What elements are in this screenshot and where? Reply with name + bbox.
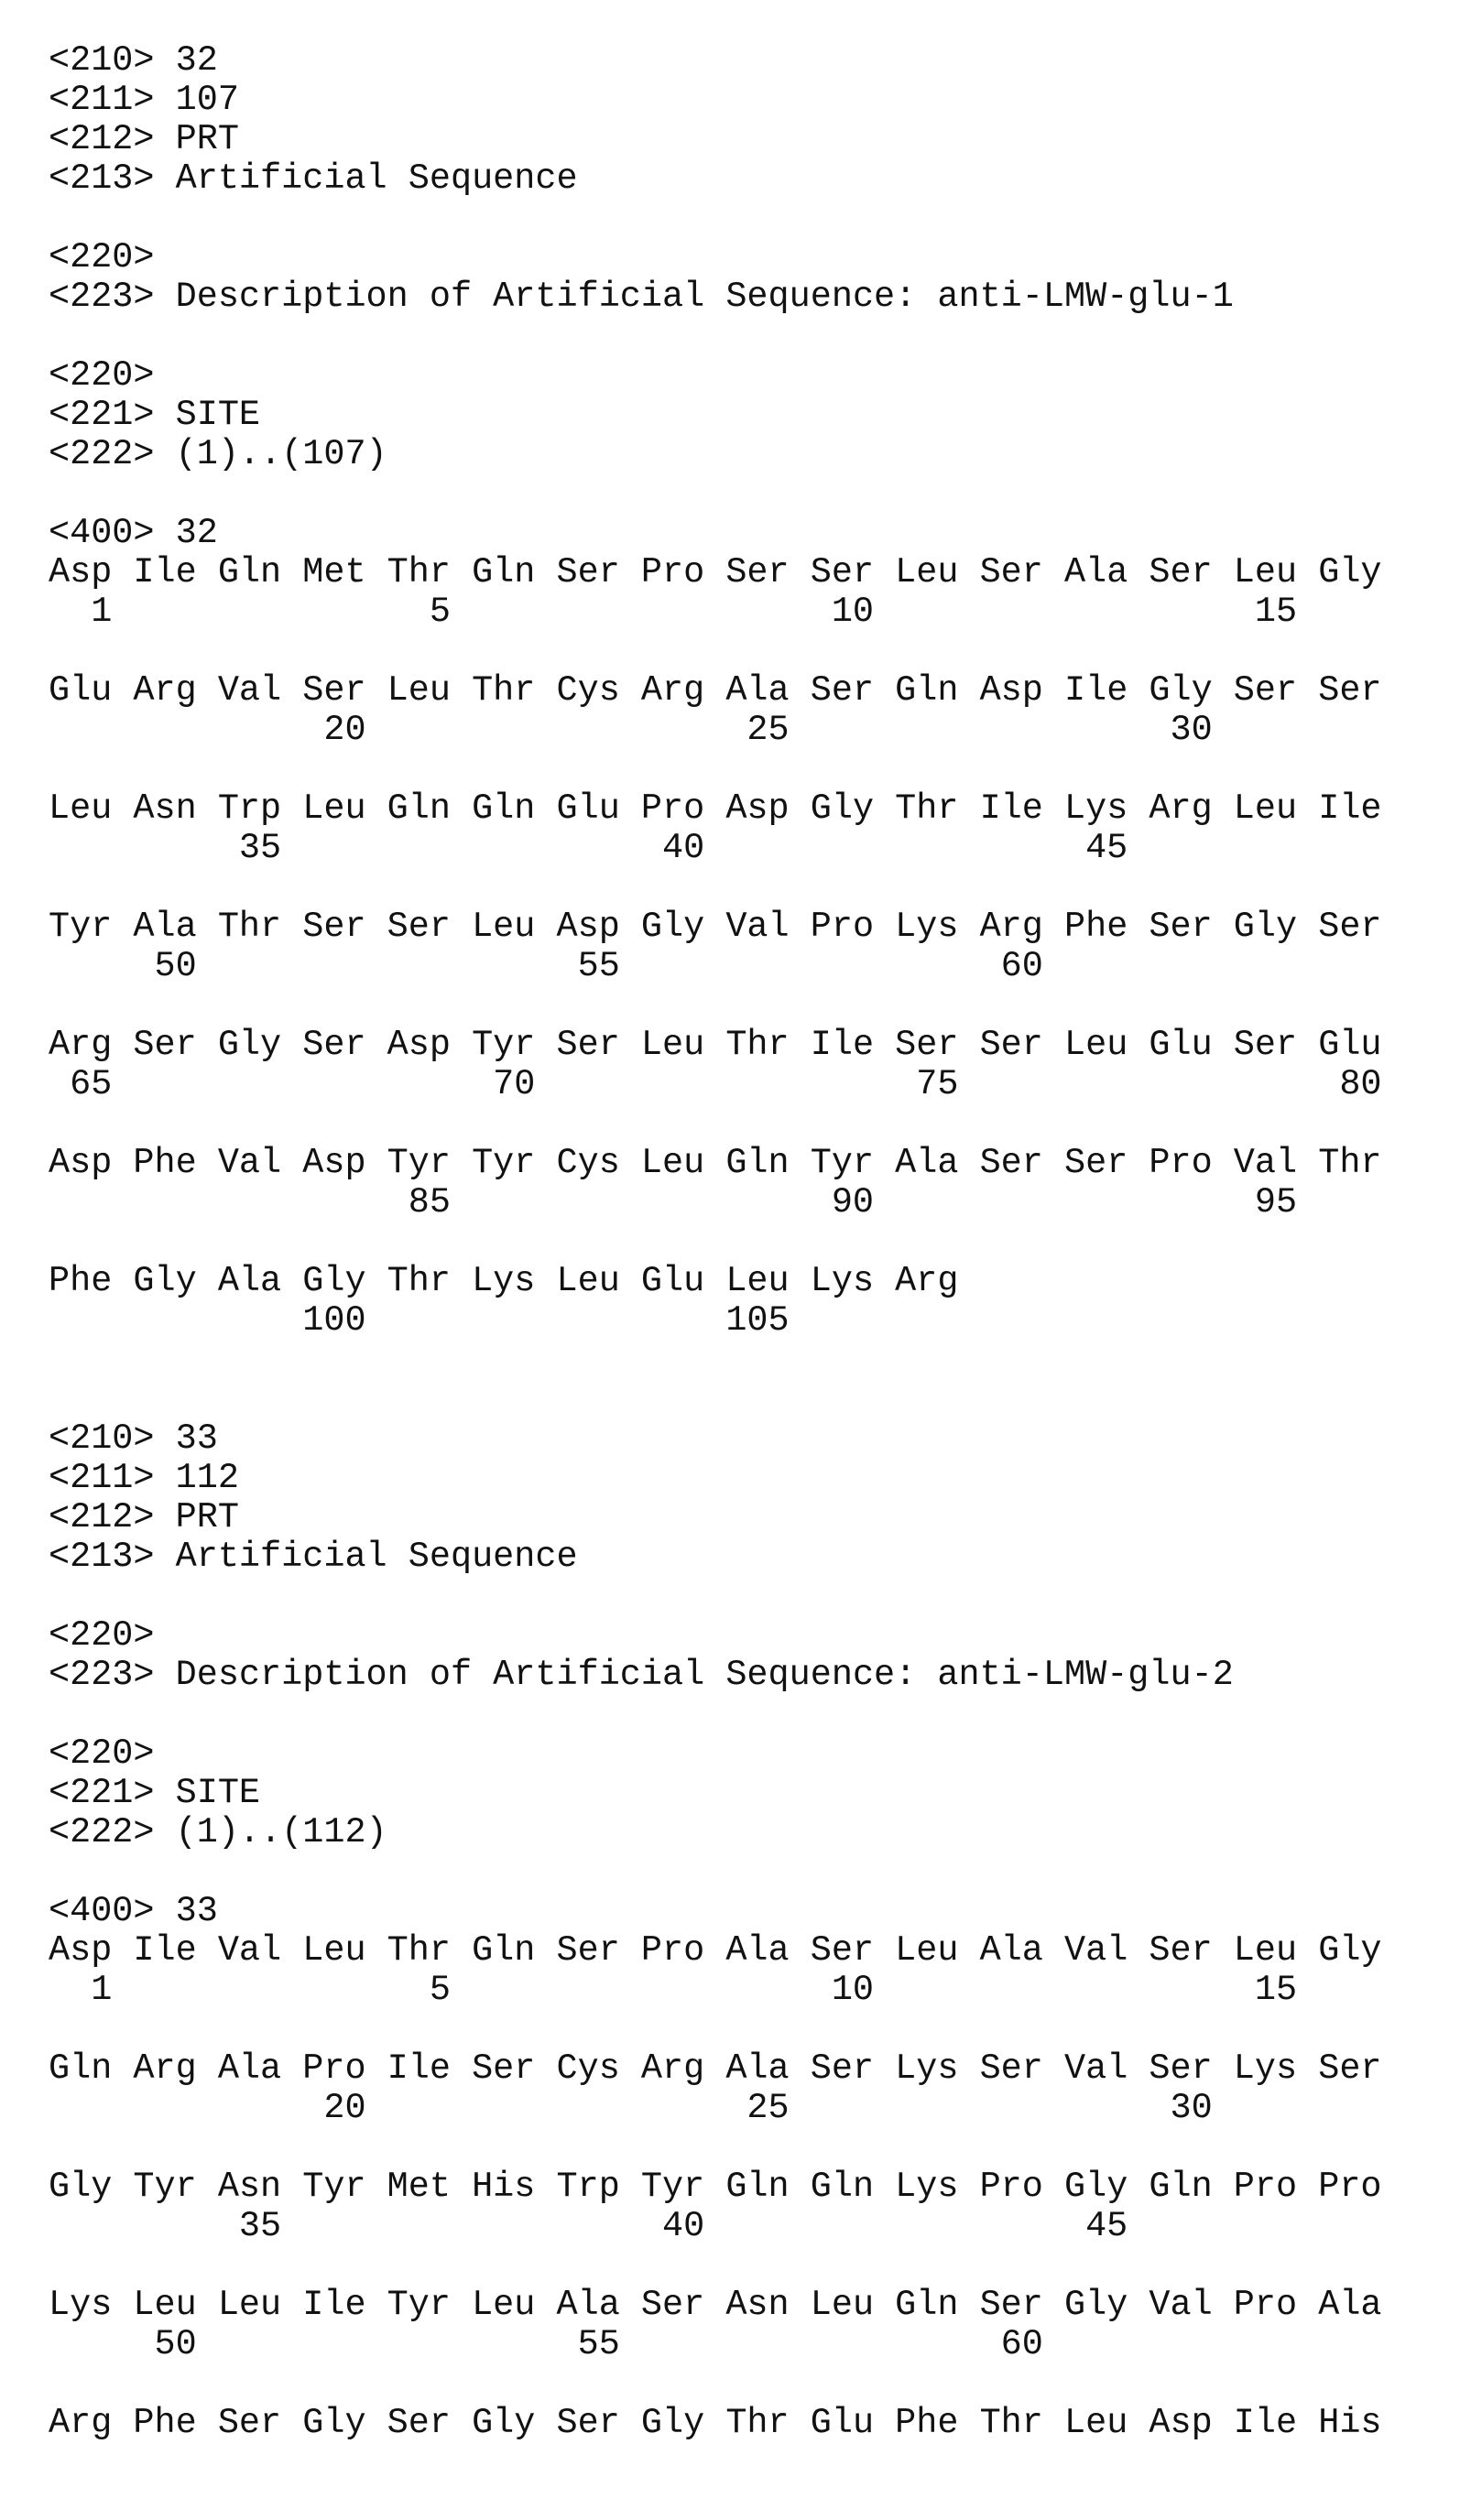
seq-id-field: <210> 32 [49, 41, 1382, 81]
blank-line [49, 1341, 1382, 1380]
position-number: 10 [832, 1971, 874, 2010]
position-number: 60 [1001, 2325, 1043, 2364]
blank-line [49, 2128, 1382, 2167]
residue-row: Arg Ser Gly Ser Asp Tyr Ser Leu Thr Ile Ser Ser Leu Glu Ser Glu [49, 1026, 1382, 1065]
blank-line [49, 317, 1382, 356]
other-info-field: <223> Description of Artificial Sequence: anti-LMW-glu-2 [49, 1656, 1382, 1695]
position-number-row [49, 947, 1382, 986]
organism-field: <213> Artificial Sequence [49, 159, 1382, 199]
blank-line [49, 2010, 1382, 2049]
position-number: 45 [1085, 829, 1128, 868]
feature-field: <220> [49, 1616, 1382, 1656]
position-number: 30 [1170, 711, 1212, 750]
residue-row: Gly Tyr Asn Tyr Met His Trp Tyr Gln Gln Lys Pro Gly Gln Pro Pro [49, 2167, 1382, 2207]
position-number: 100 [302, 1301, 365, 1341]
sequence-header: <400> 32 [49, 514, 1382, 553]
residue-row: Phe Gly Ala Gly Thr Lys Leu Glu Leu Lys Arg [49, 1262, 1382, 1301]
blank-line [49, 1222, 1382, 1262]
position-number: 95 [1255, 1183, 1297, 1222]
position-number-row [49, 592, 1382, 632]
blank-line [49, 1852, 1382, 1892]
position-number: 60 [1001, 947, 1043, 986]
length-field: <211> 107 [49, 81, 1382, 120]
position-number: 5 [430, 1971, 451, 2010]
position-number: 40 [662, 829, 704, 868]
residue-row: Asp Phe Val Asp Tyr Tyr Cys Leu Gln Tyr Ala Ser Ser Pro Val Thr [49, 1144, 1382, 1183]
position-number: 30 [1170, 2089, 1212, 2128]
blank-line [49, 868, 1382, 907]
blank-line [49, 2246, 1382, 2286]
position-number: 35 [239, 829, 281, 868]
residue-row: Lys Leu Leu Ile Tyr Leu Ala Ser Asn Leu Gln Ser Gly Val Pro Ala [49, 2286, 1382, 2325]
location-field: <222> (1)..(107) [49, 435, 1382, 474]
position-number-row [49, 2089, 1382, 2128]
position-number: 55 [578, 947, 620, 986]
position-number: 70 [493, 1065, 535, 1104]
organism-field: <213> Artificial Sequence [49, 1537, 1382, 1577]
residue-row: Arg Phe Ser Gly Ser Gly Ser Gly Thr Glu Phe Thr Leu Asp Ile His [49, 2404, 1382, 2443]
sequence-header: <400> 33 [49, 1892, 1382, 1931]
blank-line [49, 632, 1382, 671]
position-number: 25 [746, 711, 789, 750]
blank-line [49, 1380, 1382, 1419]
residue-row: Asp Ile Val Leu Thr Gln Ser Pro Ala Ser Leu Ala Val Ser Leu Gly [49, 1931, 1382, 1971]
position-number-row [49, 1065, 1382, 1104]
residue-row: Gln Arg Ala Pro Ile Ser Cys Arg Ala Ser Lys Ser Val Ser Lys Ser [49, 2049, 1382, 2089]
position-number: 105 [725, 1301, 789, 1341]
location-field: <222> (1)..(112) [49, 1813, 1382, 1852]
position-number: 45 [1085, 2207, 1128, 2246]
position-number: 15 [1255, 592, 1297, 632]
sequence-listing [49, 41, 1382, 2482]
position-number: 35 [239, 2207, 281, 2246]
position-number-row [49, 1971, 1382, 2010]
position-number: 15 [1255, 1971, 1297, 2010]
feature-field: <220> [49, 356, 1382, 396]
blank-line [49, 1695, 1382, 1734]
position-number: 80 [1339, 1065, 1381, 1104]
position-number: 90 [832, 1183, 874, 1222]
residue-row: Tyr Ala Thr Ser Ser Leu Asp Gly Val Pro Lys Arg Phe Ser Gly Ser [49, 907, 1382, 947]
position-number: 1 [91, 592, 112, 632]
type-field: <212> PRT [49, 120, 1382, 159]
position-number-row [49, 2207, 1382, 2246]
blank-line [49, 2364, 1382, 2404]
position-number: 5 [430, 592, 451, 632]
position-number: 55 [578, 2325, 620, 2364]
blank-line [49, 1577, 1382, 1616]
position-number-row [49, 2325, 1382, 2364]
position-number: 75 [916, 1065, 958, 1104]
position-number: 65 [70, 1065, 112, 1104]
blank-line [49, 986, 1382, 1026]
position-number: 20 [323, 711, 365, 750]
blank-line [49, 199, 1382, 238]
blank-line [49, 1104, 1382, 1144]
position-number-row [49, 1183, 1382, 1222]
name-key-field: <221> SITE [49, 396, 1382, 435]
position-number: 1 [91, 1971, 112, 2010]
position-number: 40 [662, 2207, 704, 2246]
type-field: <212> PRT [49, 1498, 1382, 1537]
residue-row: Asp Ile Gln Met Thr Gln Ser Pro Ser Ser Leu Ser Ala Ser Leu Gly [49, 553, 1382, 592]
other-info-field: <223> Description of Artificial Sequence: anti-LMW-glu-1 [49, 277, 1382, 317]
name-key-field: <221> SITE [49, 1774, 1382, 1813]
position-number: 25 [746, 2089, 789, 2128]
position-number-row [49, 711, 1382, 750]
position-number: 20 [323, 2089, 365, 2128]
position-number: 10 [832, 592, 874, 632]
position-number: 50 [155, 947, 197, 986]
position-number-row [49, 829, 1382, 868]
length-field: <211> 112 [49, 1459, 1382, 1498]
feature-field: <220> [49, 1734, 1382, 1774]
position-number-row [49, 1301, 1382, 1341]
blank-line [49, 750, 1382, 789]
position-number: 85 [409, 1183, 451, 1222]
residue-row: Glu Arg Val Ser Leu Thr Cys Arg Ala Ser Gln Asp Ile Gly Ser Ser [49, 671, 1382, 711]
blank-line [49, 474, 1382, 514]
position-number: 50 [155, 2325, 197, 2364]
position-number-row [49, 2443, 1382, 2482]
feature-field: <220> [49, 238, 1382, 277]
seq-id-field: <210> 33 [49, 1419, 1382, 1459]
residue-row: Leu Asn Trp Leu Gln Gln Glu Pro Asp Gly Thr Ile Lys Arg Leu Ile [49, 789, 1382, 829]
